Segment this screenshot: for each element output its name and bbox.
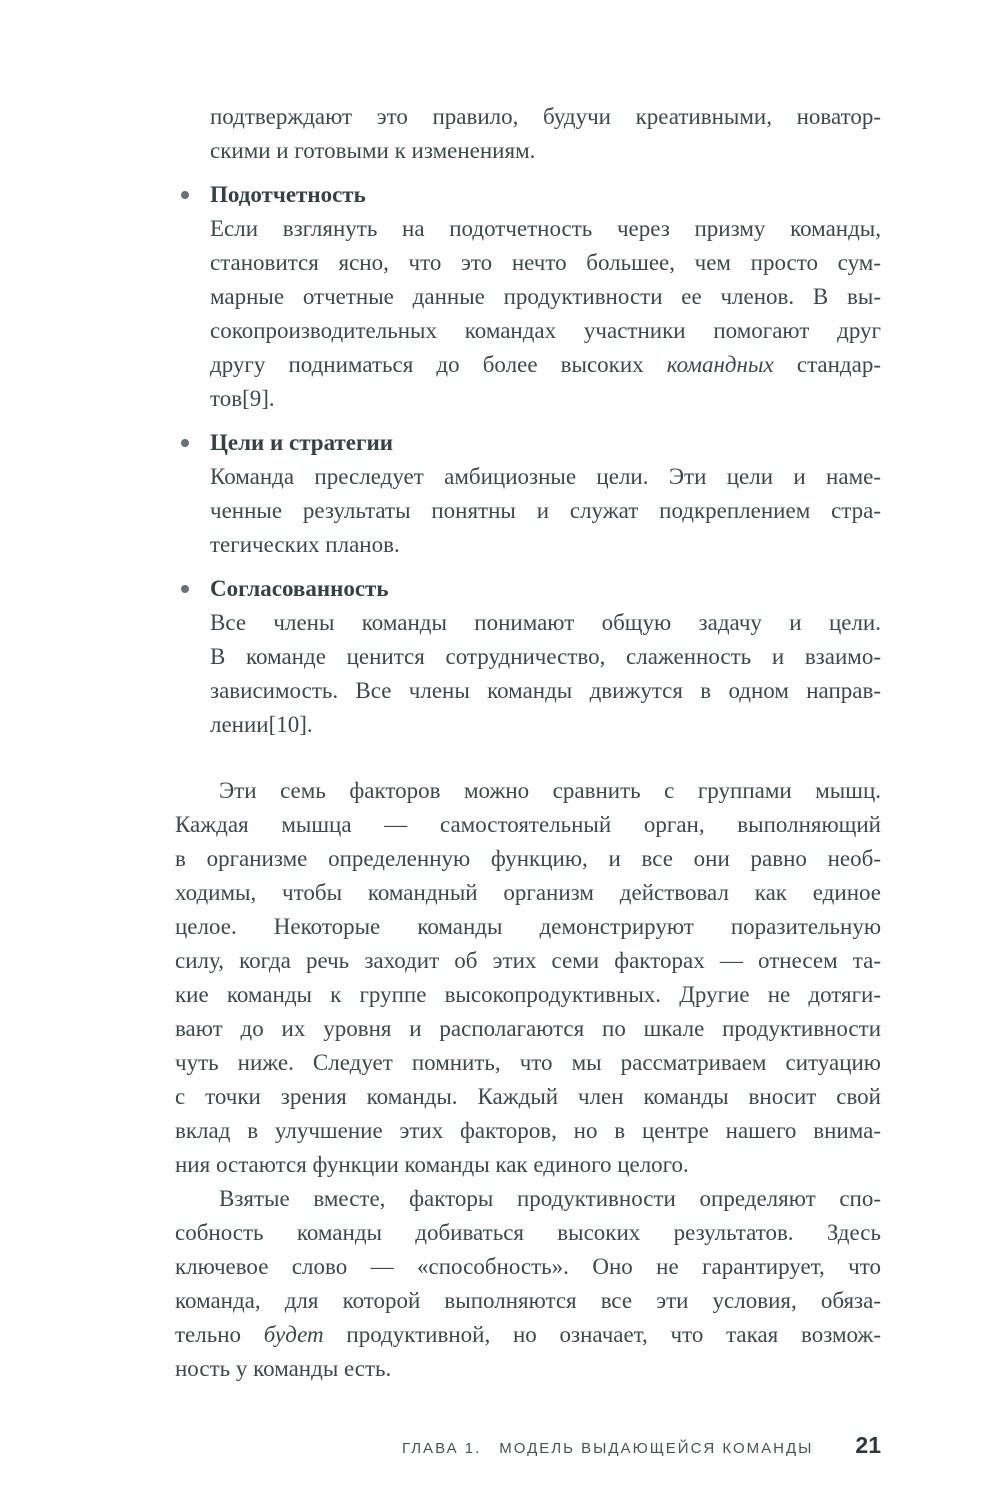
bullet-title: Согласованность bbox=[210, 576, 389, 601]
text-line: чуть ниже. Следует помнить, что мы рассматриваем ситуацию bbox=[175, 1050, 881, 1075]
text-line: вклад в улучшение этих факторов, но в центре нашего внима- bbox=[175, 1118, 881, 1143]
text-line: команда, для которой выполняются все эти условия, обяза- bbox=[175, 1288, 881, 1313]
text-line: Каждая мышца — самостоятельный орган, выполняющий bbox=[175, 812, 881, 837]
text-line: скими и готовыми к изменениям. bbox=[210, 138, 536, 163]
text-line: становится ясно, что это нечто большее, чем просто сум- bbox=[210, 250, 881, 275]
paragraph bbox=[175, 774, 881, 1182]
text-line: в организме определенную функцию, и все они равно необ- bbox=[175, 846, 881, 871]
text-line: подтверждают это правило, будучи креативными, новатор- bbox=[210, 104, 881, 129]
bullet-icon bbox=[181, 191, 189, 199]
text-line: зависимость. Все члены команды движутся в одном направ- bbox=[210, 678, 881, 703]
bullet-title: Цели и стратегии bbox=[210, 430, 393, 455]
text-line: Если взглянуть на подотчетность через призму команды, bbox=[210, 216, 881, 241]
text-line: тов[9]. bbox=[210, 386, 275, 411]
text-line: ходимы, чтобы командный организм действовал как единое bbox=[175, 880, 881, 905]
text-line: Эти семь факторов можно сравнить с группами мышц. bbox=[219, 778, 881, 803]
chapter-title: МОДЕЛЬ ВЫДАЮЩЕЙСЯ КОМАНДЫ bbox=[499, 1440, 814, 1457]
text-line: тельно будет продуктивной, но означает, что такая возмож- bbox=[175, 1322, 881, 1347]
bullet-icon bbox=[181, 439, 189, 447]
text-line: марные отчетные данные продуктивности ее членов. В вы- bbox=[210, 284, 881, 309]
text-line: Взятые вместе, факторы продуктивности определяют спо- bbox=[219, 1186, 881, 1211]
text-line: вают до их уровня и располагаются по шкале продуктивности bbox=[175, 1016, 881, 1041]
text-line: ключевое слово — «способность». Оно не гарантирует, что bbox=[175, 1254, 881, 1279]
text-line: Все члены команды понимают общую задачу и цели. bbox=[210, 610, 881, 635]
text-line: силу, когда речь заходит об этих семи факторах — отнесем та- bbox=[175, 948, 881, 973]
paragraph bbox=[175, 1182, 881, 1386]
text-line: лении[10]. bbox=[210, 712, 313, 737]
text-line: сокопроизводительных командах участники помогают друг bbox=[210, 318, 881, 343]
text-line: кие команды к группе высокопродуктивных. Другие не дотяги- bbox=[175, 982, 881, 1007]
text-line: Команда преследует амбициозные цели. Эти цели и наме- bbox=[210, 464, 881, 489]
bullet-item bbox=[175, 178, 881, 416]
bullet-item bbox=[175, 426, 881, 562]
page-footer bbox=[175, 1432, 881, 1459]
text-line: ность у команды есть. bbox=[175, 1356, 392, 1381]
text-line: ния остаются функции команды как единого целого. bbox=[175, 1152, 689, 1177]
page-number: 21 bbox=[855, 1432, 881, 1458]
paragraph bbox=[175, 100, 881, 168]
text-line: другу подниматься до более высоких командных стандар- bbox=[210, 352, 881, 377]
text-line: В команде ценится сотрудничество, слаженность и взаимо- bbox=[210, 644, 881, 669]
text-line: с точки зрения команды. Каждый член команды вносит свой bbox=[175, 1084, 881, 1109]
text-line: тегических планов. bbox=[210, 532, 400, 557]
chapter-label: ГЛАВА 1. bbox=[401, 1440, 482, 1457]
text-line: ченные результаты понятны и служат подкреплением стра- bbox=[210, 498, 881, 523]
text-line: собность команды добиваться высоких результатов. Здесь bbox=[175, 1220, 881, 1245]
bullet-item bbox=[175, 572, 881, 742]
text-line: целое. Некоторые команды демонстрируют поразительную bbox=[175, 914, 881, 939]
text-column bbox=[175, 100, 881, 1386]
bullet-title: Подотчетность bbox=[210, 182, 366, 207]
bullet-icon bbox=[181, 585, 189, 593]
